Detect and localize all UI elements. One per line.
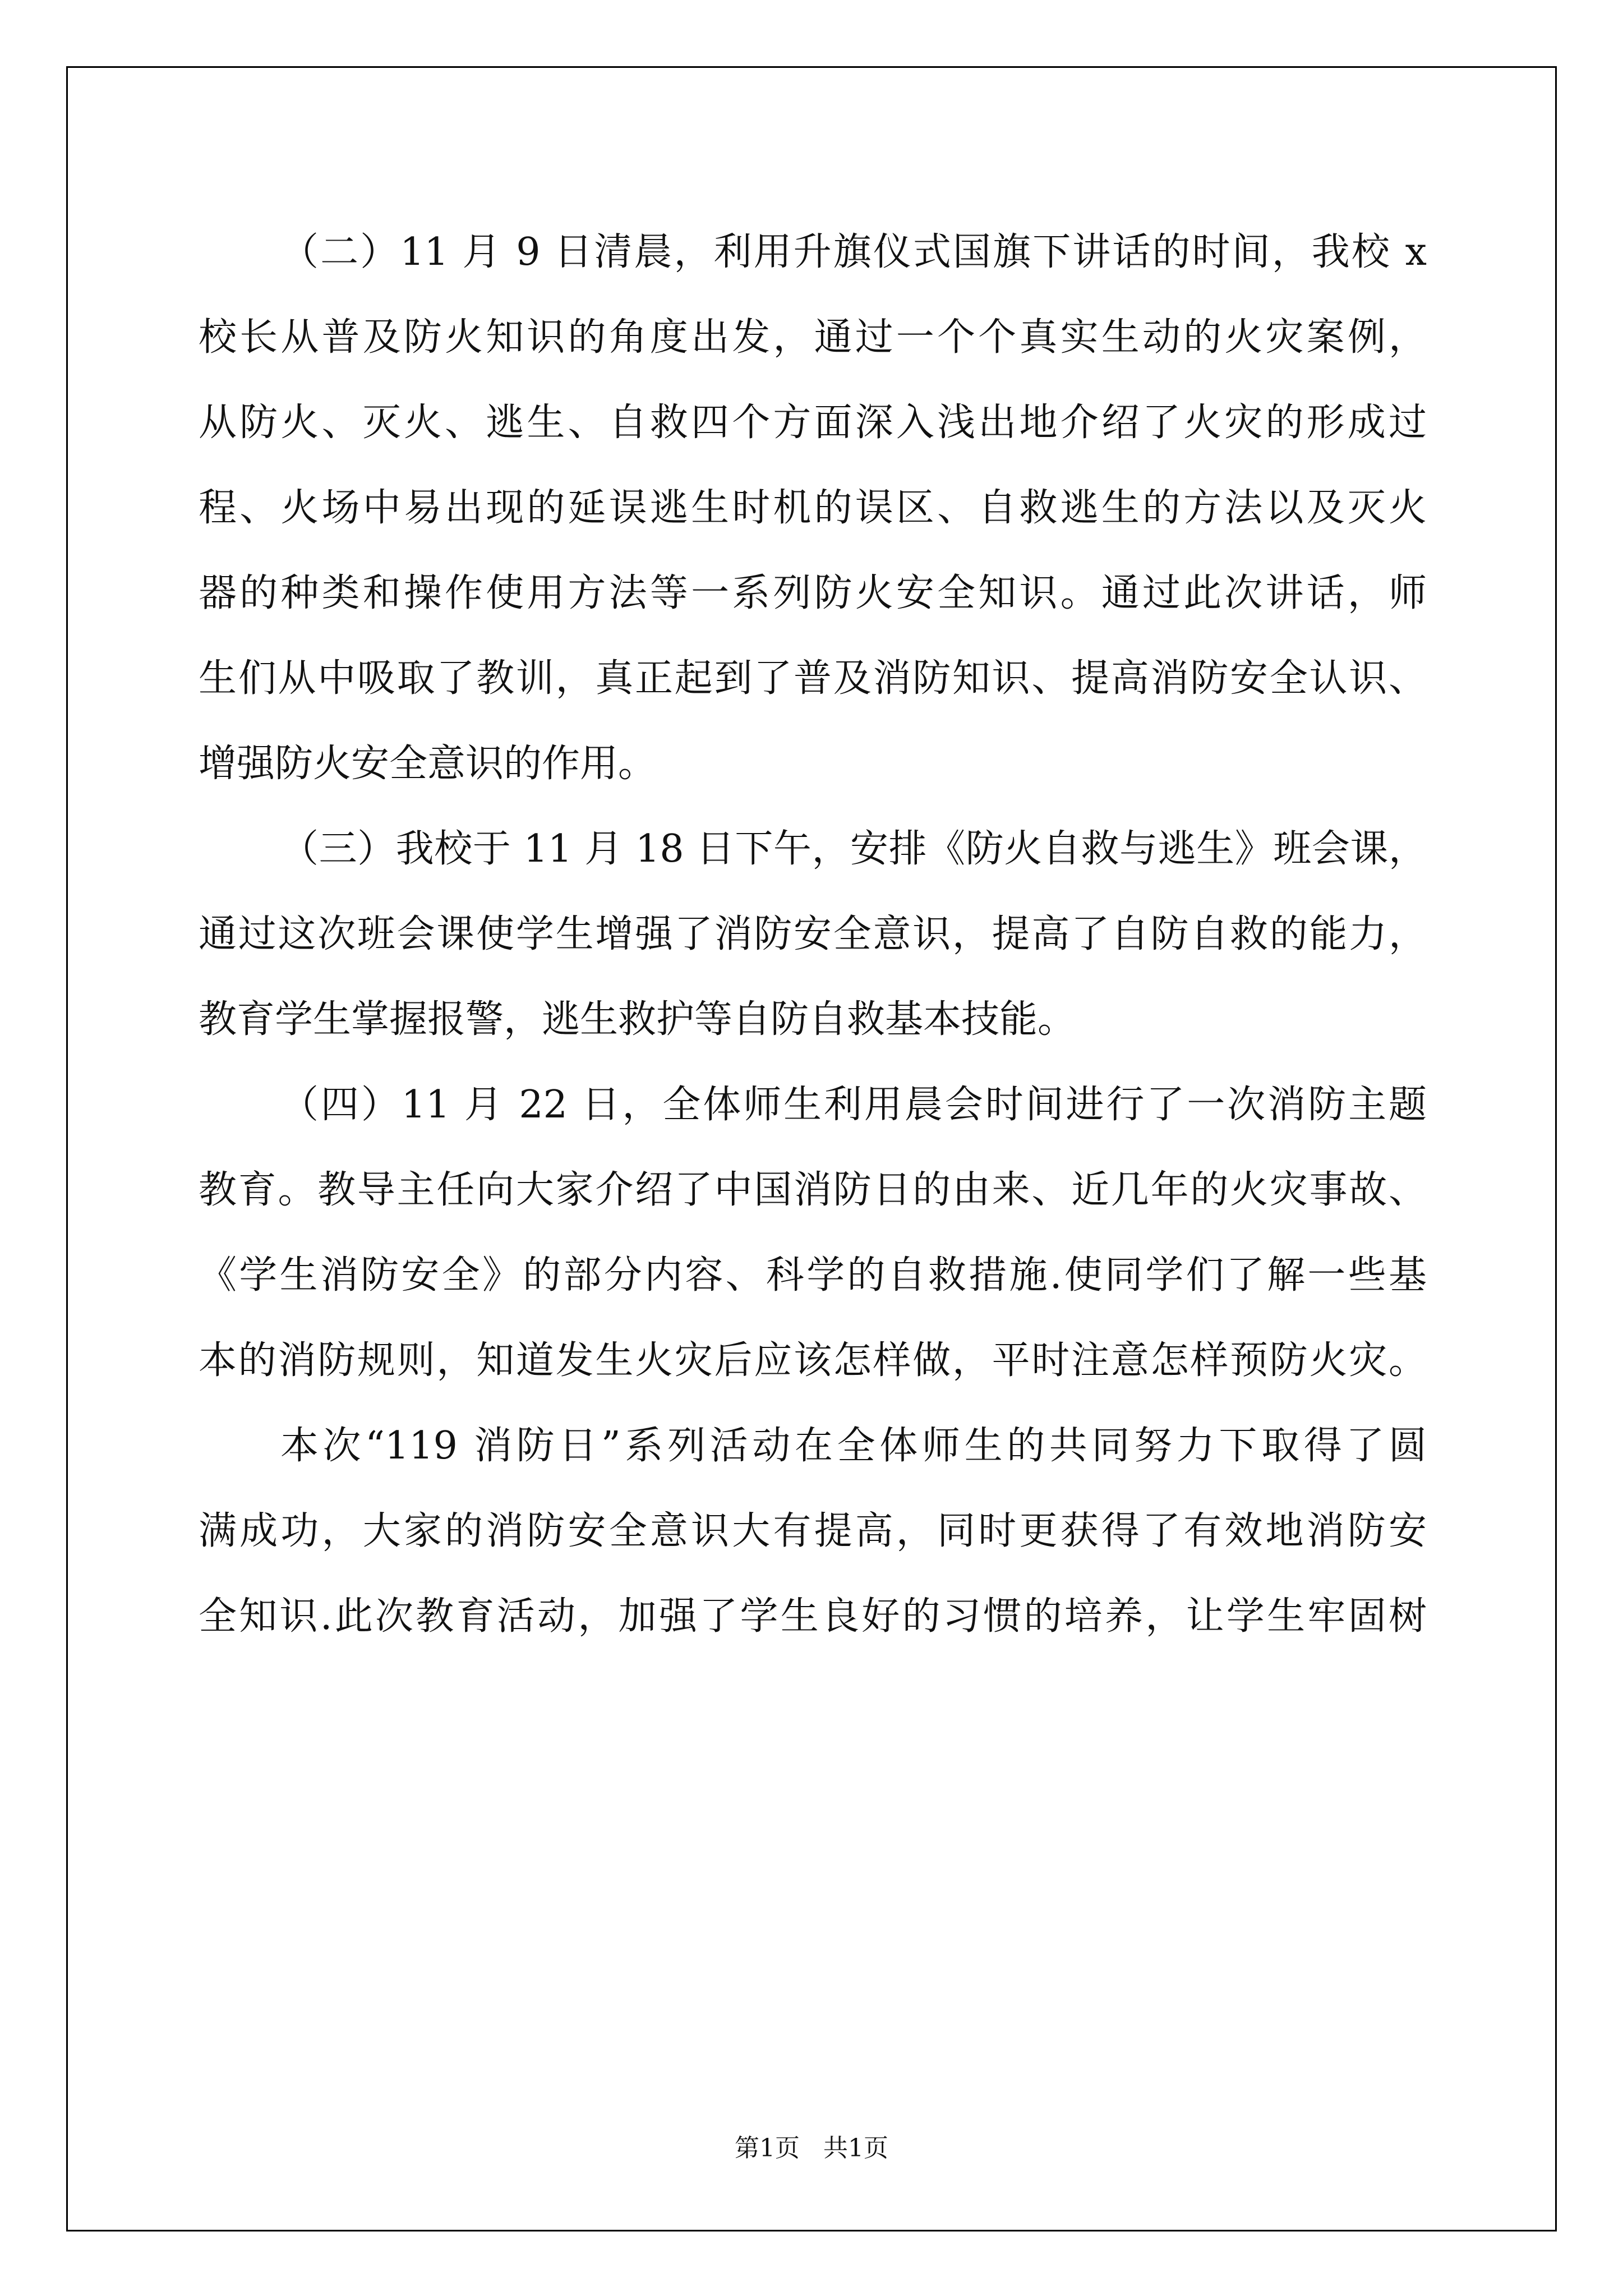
paragraph-1-line-3: 从防火、灭火、逃生、自救四个方面深入浅出地介绍了火灾的形成过	[199, 401, 1427, 445]
paragraph-4-line-1: 本次“119 消防日”系列活动在全体师生的共同努力下取得了圆	[280, 1424, 1427, 1468]
paragraph-4-line-3: 全知识.此次教育活动，加强了学生良好的习惯的培养，让学生牢固树	[199, 1594, 1427, 1639]
paragraph-3-line-1: （四）11 月 22 日，全体师生利用晨会时间进行了一次消防主题	[280, 1083, 1427, 1127]
paragraph-1-line-4: 程、火场中易出现的延误逃生时机的误区、自救逃生的方法以及灭火	[199, 486, 1427, 530]
paragraph-1-line-5: 器的种类和操作使用方法等一系列防火安全知识。通过此次讲话，师	[199, 571, 1427, 615]
paragraph-1-line-6: 生们从中吸取了教训，真正起到了普及消防知识、提高消防安全认识、	[199, 656, 1427, 701]
paragraph-1-line-7: 增强防火安全意识的作用。	[199, 742, 657, 786]
paragraph-3-line-3: 《学生消防安全》的部分内容、科学的自救措施.使同学们了解一些基	[199, 1253, 1427, 1297]
paragraph-1-line-1: （二）11 月 9 日清晨，利用升旗仪式国旗下讲话的时间，我校 x	[280, 230, 1427, 274]
paragraph-4-line-2: 满成功，大家的消防安全意识大有提高，同时更获得了有效地消防安	[199, 1509, 1427, 1553]
paragraph-2-line-1: （三）我校于 11 月 18 日下午，安排《防火自救与逃生》班会课，	[280, 827, 1427, 871]
paragraph-1-line-2: 校长从普及防火知识的角度出发，通过一个个真实生动的火灾案例，	[199, 315, 1427, 360]
paragraph-3-line-4: 本的消防规则，知道发生火灾后应该怎样做，平时注意怎样预防火灾。	[199, 1338, 1427, 1383]
paragraph-2-line-3: 教育学生掌握报警，逃生救护等自防自救基本技能。	[199, 997, 1076, 1042]
page-footer: 第1页 共1页	[735, 2134, 888, 2162]
paragraph-2-line-2: 通过这次班会课使学生增强了消防安全意识，提高了自防自救的能力，	[199, 912, 1427, 956]
paragraph-3-line-2: 教育。教导主任向大家介绍了中国消防日的由来、近几年的火灾事故、	[199, 1168, 1427, 1212]
